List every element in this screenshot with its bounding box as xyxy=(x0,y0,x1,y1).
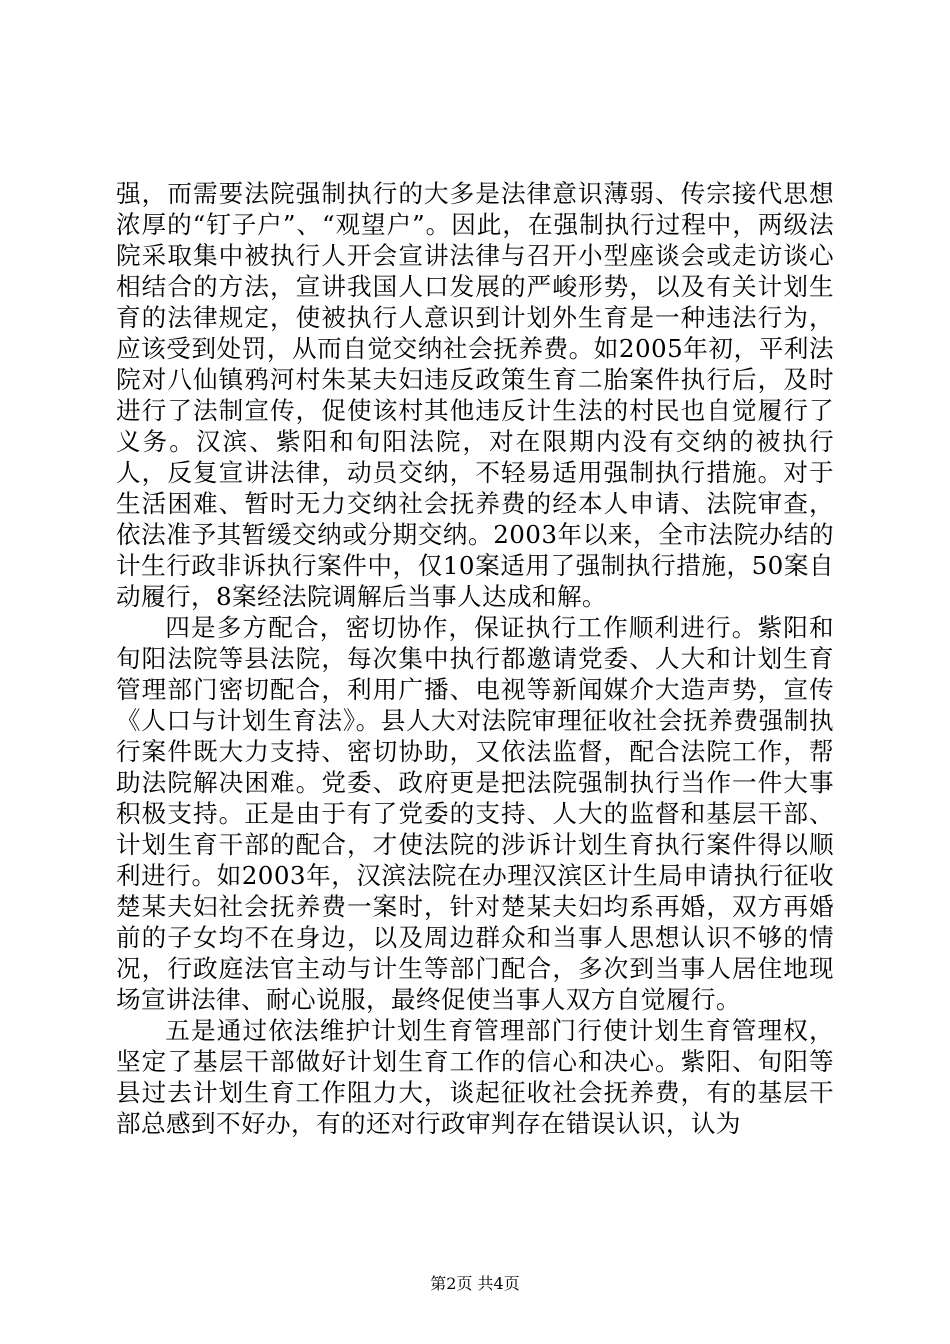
page-footer: 第2页 共4页 xyxy=(430,1274,520,1293)
paragraph-1: 强，而需要法院强制执行的大多是法律意识薄弱、传宗接代思想浓厚的“钉子户”、“观望户”。因此，在强制执行过程中，两级法院采取集中被执行人开会宣讲法律与召开小型座谈会或走访谈心相结合的方法，宣讲我国人口发展的严峻形势，以及有关计划生育的法律规定，使被执行人意识到计划外生育是一种违法行为，应该受到处罚，从而自觉交纳社会抚养费。如2005年初，平利法院对八仙镇鸦河村朱某夫妇违反政策生育二胎案件执行后，及时进行了法制宣传，促使该村其他违反计生法的村民也自觉履行了义务。汉滨、紫阳和旬阳法院，对在限期内没有交纳的被执行人，反复宣讲法律，动员交纳，不轻易适用强制执行措施。对于生活困难、暂时无力交纳社会抚养费的经本人申请、法院审查，依法准予其暂缓交纳或分期交纳。2003年以来，全市法院办结的计生行政非诉执行案件中，仅10案适用了强制执行措施，50案自动履行，8案经法院调解后当事人达成和解。 xyxy=(116,179,834,611)
paragraph-3: 五是通过依法维护计划生育管理部门行使计划生育管理权，坚定了基层干部做好计划生育工作的信心和决心。紫阳、旬阳等县过去计划生育工作阻力大，谈起征收社会抚养费，有的基层干部总感到不好办，有的还对行政审判存在错误认识，认为 xyxy=(116,1016,834,1138)
paragraph-2: 四是多方配合，密切协作，保证执行工作顺利进行。紫阳和旬阳法院等县法院，每次集中执行都邀请党委、人大和计划生育管理部门密切配合，利用广播、电视等新闻媒介大造声势，宣传《人口与计划生育法》。县人大对法院审理征收社会抚养费强制执行案件既大力支持、密切协助，又依法监督，配合法院工作，帮助法院解决困难。党委、政府更是把法院强制执行当作一件大事积极支持。正是由于有了党委的支持、人大的监督和基层干部、计划生育干部的配合，才使法院的涉诉计划生育执行案件得以顺利进行。如2003年，汉滨法院在办理汉滨区计生局申请执行征收楚某夫妇社会抚养费一案时，针对楚某夫妇均系再婚，双方再婚前的子女均不在身边，以及周边群众和当事人思想认识不够的情况，行政庭法官主动与计生等部门配合，多次到当事人居住地现场宣讲法律、耐心说服，最终促使当事人双方自觉履行。 xyxy=(116,613,834,1014)
body-text xyxy=(116,178,834,1139)
